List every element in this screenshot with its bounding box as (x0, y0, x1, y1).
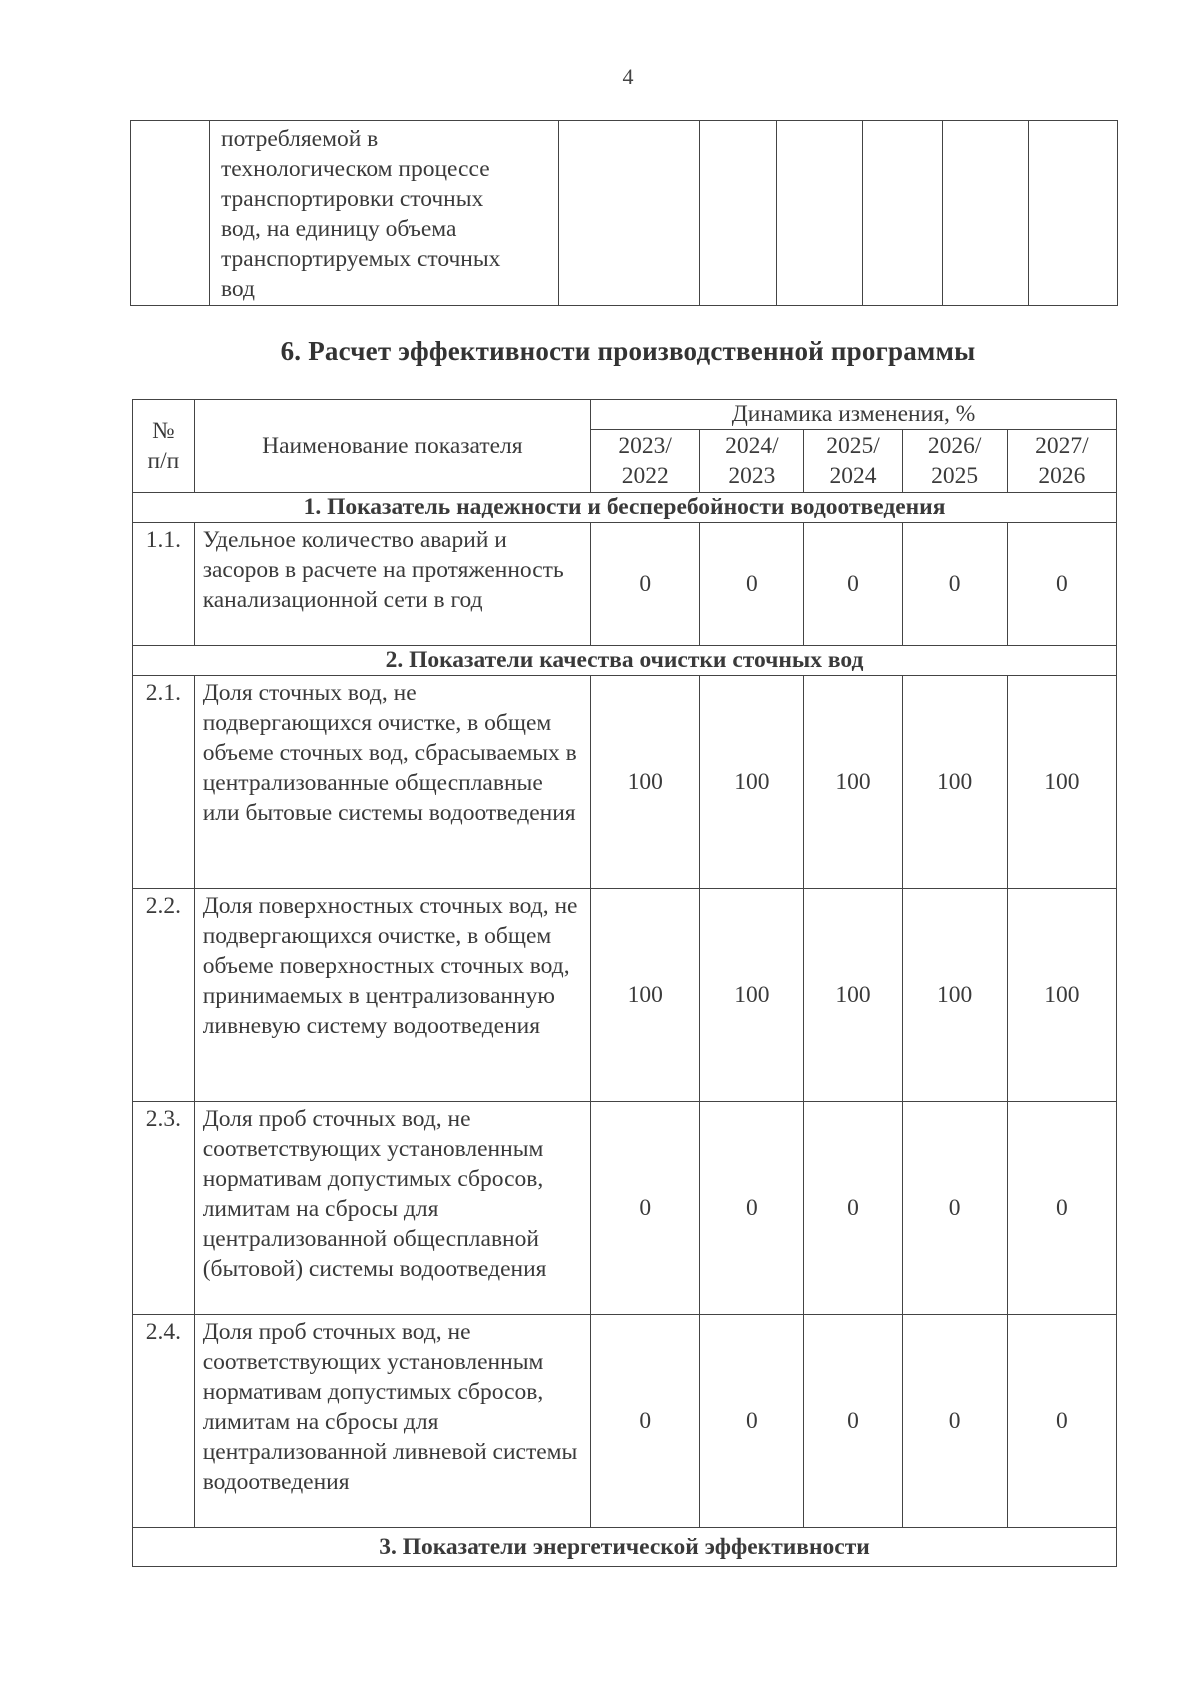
indicator-name: Удельное количество аварий и засоров в расчете на протяженность канализационной сети в год (194, 523, 590, 646)
table-row (133, 1315, 1117, 1528)
value-cell: 0 (902, 523, 1007, 646)
value-cell: 0 (902, 1102, 1007, 1315)
table-row (131, 121, 1118, 306)
value-cell: 0 (591, 1315, 700, 1528)
value-cell: 0 (700, 523, 804, 646)
table-row (133, 523, 1117, 646)
value-cell (777, 121, 863, 306)
value-cell: 100 (700, 889, 804, 1102)
value-cell: 100 (902, 676, 1007, 889)
row-number: 2.3. (133, 1102, 195, 1315)
section-title: 6. Расчет эффективности производственной программы (280, 336, 976, 366)
row-number: 2.2. (133, 889, 195, 1102)
table-row (133, 676, 1117, 889)
header-row (133, 400, 1117, 430)
section-row (133, 1528, 1117, 1567)
value-cell (943, 121, 1029, 306)
value-cell: 0 (804, 1315, 902, 1528)
text-line: вод, на единицу объема (221, 216, 457, 242)
value-cell: 100 (591, 889, 700, 1102)
row-number: 2.1. (133, 676, 195, 889)
value-cell: 0 (700, 1315, 804, 1528)
table-row (133, 889, 1117, 1102)
indicator-name: Доля поверхностных сточных вод, не подвергающихся очистке, в общем объеме поверхностных сточных вод, принимаемых в централизованную ливневую систему водоотведения (194, 889, 590, 1102)
section-title-cell: 2. Показатели качества очистки сточных вод (133, 646, 1117, 676)
text-line: вод (221, 276, 255, 302)
value-cell: 0 (902, 1315, 1007, 1528)
value-cell: 100 (1007, 889, 1116, 1102)
value-cell (1029, 121, 1118, 306)
section-row (133, 646, 1117, 676)
value-cell: 100 (591, 676, 700, 889)
text-line: транспортировки сточных (221, 186, 484, 212)
section-title-cell: 1. Показатель надежности и бесперебойности водоотведения (133, 493, 1117, 523)
dynamics-header: Динамика изменения, % (591, 400, 1117, 430)
number-header (133, 400, 195, 493)
value-cell: 100 (1007, 676, 1116, 889)
text-line: технологическом процессе (221, 156, 490, 182)
value-cell: 100 (902, 889, 1007, 1102)
indicator-name-cell (210, 121, 559, 306)
page-number: 4 (622, 64, 634, 89)
number-cell (131, 121, 210, 306)
text-line: потребляемой в (221, 126, 379, 152)
continuation-table (130, 120, 1118, 306)
name-header: Наименование показателя (194, 400, 590, 493)
value-cell (863, 121, 943, 306)
indicator-name: Доля проб сточных вод, не соответствующих установленным нормативам допустимых сбросов, лимитам на сбросы для централизованной ливневой системы водоотведения (194, 1315, 590, 1528)
value-cell: 0 (1007, 1315, 1116, 1528)
year-header: 2027/ 2026 (1007, 430, 1116, 493)
row-number: 2.4. (133, 1315, 195, 1528)
section-title-cell: 3. Показатели энергетической эффективности (133, 1528, 1117, 1567)
number-header-label: № п/п (147, 418, 180, 474)
year-header: 2025/ 2024 (804, 430, 902, 493)
value-cell: 0 (804, 1102, 902, 1315)
efficiency-table (132, 399, 1117, 1567)
value-cell (559, 121, 700, 306)
indicator-name: Доля проб сточных вод, не соответствующих установленным нормативам допустимых сбросов, лимитам на сбросы для централизованной общесплавной (бытовой) системы водоотведения (194, 1102, 590, 1315)
value-cell: 100 (700, 676, 804, 889)
value-cell: 0 (804, 523, 902, 646)
value-cell (700, 121, 777, 306)
value-cell: 0 (591, 1102, 700, 1315)
value-cell: 100 (804, 889, 902, 1102)
value-cell: 0 (1007, 523, 1116, 646)
year-header: 2024/ 2023 (700, 430, 804, 493)
value-cell: 100 (804, 676, 902, 889)
value-cell: 0 (591, 523, 700, 646)
value-cell: 0 (700, 1102, 804, 1315)
text-line: транспортируемых сточных (221, 246, 501, 272)
table-row (133, 1102, 1117, 1315)
indicator-name: Доля сточных вод, не подвергающихся очистке, в общем объеме сточных вод, сбрасываемых в централизованные общесплавные или бытовые системы водоотведения (194, 676, 590, 889)
section-row (133, 493, 1117, 523)
value-cell: 0 (1007, 1102, 1116, 1315)
row-number: 1.1. (133, 523, 195, 646)
year-header: 2026/ 2025 (902, 430, 1007, 493)
year-header: 2023/ 2022 (591, 430, 700, 493)
